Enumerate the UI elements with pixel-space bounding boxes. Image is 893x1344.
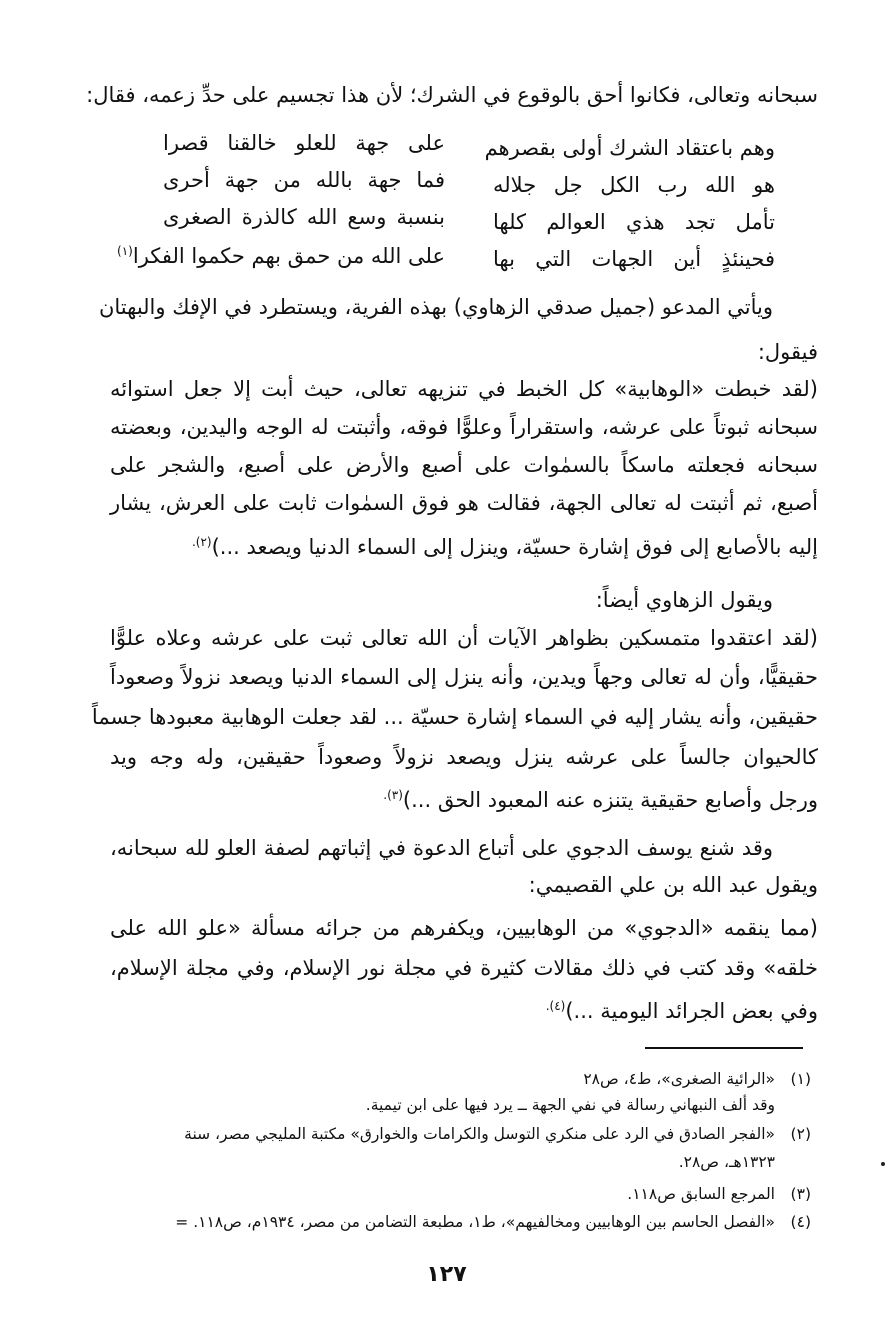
quote1-line-1: (لقد خبطت «الوهابية» كل الخبط في تنزيهه تعالى، حيث أبت إلا جعل استوائه (110, 377, 818, 401)
footnote-4-number: (٤) (790, 1213, 811, 1231)
margin-dot (881, 1162, 885, 1166)
quote1-line-4: أصبع، ثم أثبتت له تعالى الجهة، فقالت هو فوق السمٰوات ثابت على العرش، يشار (110, 491, 818, 515)
poem-verse-4-text: على الله من حمق بهم حكموا الفكرا (132, 244, 445, 268)
footnote-2 (184, 1123, 811, 1145)
para3-line-2: ويقول عبد الله بن علي القصيمي: (528, 873, 818, 897)
poem-verse-4-first: فحينئذٍ أين الجهات التي بها (493, 247, 775, 271)
para1-line-1: ويأتي المدعو (جميل صدقي الزهاوي) بهذه الفرية، ويستطرد في الإفك والبهتان (98, 295, 773, 319)
footnote-3-text: المرجع السابق ص١١٨. (627, 1185, 775, 1203)
footnote-1-continuation: وقد ألف النبهاني رسالة في نفي الجهة ــ يرد فيها على ابن تيمية. (365, 1096, 775, 1114)
quote3-line-3-text: وفي بعض الجرائد اليومية ...) (565, 999, 818, 1023)
quote2-line-5 (383, 780, 818, 815)
quote2-line-5-text: ورجل وأصابع حقيقية يتنزه عنه المعبود الحق ...) (402, 788, 818, 812)
para2-line: ويقول الزهاوي أيضاً: (595, 588, 773, 612)
footnote-ref-4: (٤). (545, 999, 566, 1013)
poem-verse-3-second: بنسبة وسع الله كالذرة الصغرى (163, 205, 445, 229)
quote2-line-1: (لقد اعتقدوا متمسكين بظواهر الآيات أن الله تعالى ثبت على عرشه وعلاه علوًّا (110, 626, 818, 650)
footnote-ref-1: (١) (117, 244, 133, 258)
para3-line-1: وقد شنع يوسف الدجوي على أتباع الدعوة في إثباتهم لصفة العلو لله سبحانه، (110, 836, 773, 860)
footnote-ref-3: (٣). (383, 788, 403, 802)
quote3-line-1: (مما ينقمه «الدجوي» من الوهابيين، ويكفرهم من جرائه مسألة «علو الله على (110, 916, 818, 940)
footnote-3-number: (٣) (790, 1185, 811, 1203)
poem-verse-2-second: فما جهة بالله من جهة أحرى (163, 168, 445, 192)
quote2-line-4: كالحيوان جالساً على عرشه ينزل ويصعد نزولاً وصعوداً حقيقين، وله وجه ويد (110, 745, 818, 769)
quote2-line-3: حقيقين، وأنه يشار إليه في السماء إشارة حسيّة ... لقد جعلت الوهابية معبودها جسماً (91, 705, 818, 729)
footnote-ref-2: (٢). (191, 535, 212, 549)
footnote-1-text: «الرائية الصغرى»، ط٤، ص٢٨ (583, 1070, 775, 1088)
quote1-line-3: سبحانه فجعلته ماسكاً بالسمٰوات على أصبع والأرض على أصبع، والشجر على (110, 453, 818, 477)
footnote-2-continuation: ١٣٢٣هـ، ص٢٨. (678, 1153, 775, 1171)
quote3-line-3 (546, 991, 818, 1026)
quote1-line-2: سبحانه ثبوتاً على عرشه، واستقراراً وعلوًّا فوقه، وأثبتت له الوجه واليدين، وبعضته (110, 415, 818, 439)
poem-verse-1-first: وهم باعتقاد الشرك أولى بقصرهم (484, 136, 775, 160)
quote1-line-5-text: إليه بالأصابع إلى فوق إشارة حسيّة، وينزل إلى السماء الدنيا ويصعد ...) (211, 535, 818, 559)
footnote-1 (583, 1068, 811, 1090)
poem-verse-1-second: على جهة للعلو خالقنا قصرا (163, 131, 445, 155)
quote2-line-2: حقيقيًّا، وأن له تعالى وجهاً ويدين، وأنه ينزل إلى السماء الدنيا ويصعد نزولاً وصعوداً (110, 665, 818, 689)
para1-line-2: فيقول: (757, 340, 818, 364)
footnote-4-text: «الفصل الحاسم بين الوهابيين ومخالفيهم»، ط١، مطبعة التضامن من مصر، ١٩٣٤م، ص١١٨. = (175, 1213, 775, 1231)
poem-verse-3-first: تأمل تجد هذي العوالم كلها (493, 210, 775, 234)
footnote-1-number: (١) (790, 1070, 811, 1088)
footnote-2-number: (٢) (790, 1125, 811, 1143)
poem-verse-4-second (117, 236, 445, 271)
poem-verse-2-first: هو الله رب الكل جل جلاله (493, 173, 775, 197)
quote1-line-5 (192, 527, 818, 562)
intro-line: سبحانه وتعالى، فكانوا أحق بالوقوع في الشرك؛ لأن هذا تجسيم على حدِّ زعمه، فقال: (86, 83, 818, 107)
page-number: ١٢٧ (426, 1262, 467, 1287)
footnote-3 (627, 1183, 811, 1205)
footnote-4 (175, 1211, 811, 1233)
quote3-line-2: خلقه» وقد كتب في ذلك مقالات كثيرة في مجلة نور الإسلام، وفي مجلة الإسلام، (110, 956, 818, 980)
footnote-2-text: «الفجر الصادق في الرد على منكري التوسل والكرامات والخوارق» مكتبة المليجي مصر، سنة (184, 1125, 775, 1143)
footnote-separator (645, 1047, 803, 1049)
